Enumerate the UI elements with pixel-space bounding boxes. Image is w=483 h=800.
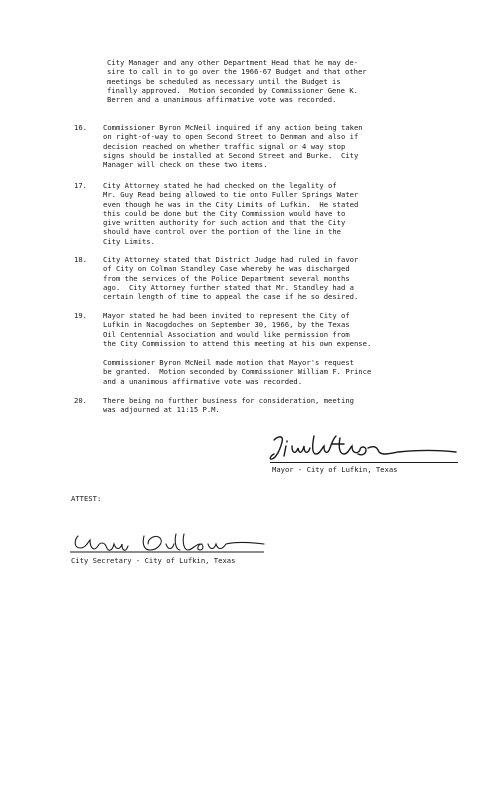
item-number: 17. [74,181,87,190]
paragraph-line: There being no further business for consideration, meeting [103,396,354,405]
paragraph-line: from the services of the Police Department several months [103,273,350,283]
city-secretary-caption: City Secretary - City of Lufkin, Texas [71,556,236,565]
paragraph-line: Commissioner Byron McNeil inquired if any action being taken [103,123,363,132]
paragraph-line: City Attorney stated he had checked on the legality of [103,181,337,190]
paragraph-line: this could be done but the City Commission would have to [103,208,346,218]
paragraph-line: Oil Centennial Association and would like permission from [103,329,350,339]
paragraph-line: Mr. Guy Read being allowed to tie onto Fuller Springs Water [103,190,359,200]
paragraph-line: City Attorney stated that District Judge had ruled in favor [103,255,359,264]
motion-paragraph [103,358,371,386]
paragraph-line: Manager will check on these two items. [103,160,268,170]
paragraph-line: ago. City Attorney further stated that Mr. Standley had a [103,282,354,292]
paragraph-line: should have control over the portion of the line in the [103,227,341,237]
paragraph-line: finally approved. Motion seconded by Commissioner Gene K. [107,85,358,95]
mayor-signature-line [270,462,458,463]
paragraph-line: be granted. Motion seconded by Commissioner William F. Prince [103,367,372,377]
paragraph-line: give written authority for such action and that the City [103,218,346,228]
item-16-text [103,123,363,169]
paragraph-line: City Limits. [103,236,155,246]
item-17-text [103,181,358,246]
attest-label: ATTEST: [71,494,102,503]
item-number: 16. [74,123,87,132]
mayor-caption: Mayor - City of Lufkin, Texas [272,465,398,474]
paragraph-line: Lufkin in Nacogdoches on September 30, 1966, by the Texas [103,320,350,330]
paragraph-line: decision reached on whether traffic signal or 4 way stop [103,141,346,151]
item-number: 18. [74,255,87,264]
item-20-text [103,396,354,415]
item-number: 19. [74,311,87,320]
paragraph-line: of City on Colman Standley Case whereby he was discharged [103,264,350,274]
paragraph-line: on right-of-way to open Second Street to Denman and also if [103,132,359,142]
paragraph-line: City Manager and any other Department Head that he may de- [107,58,358,67]
city-secretary-signature [68,530,268,558]
paragraph-line: sire to call in to go over the 1966-67 Budget and that other [107,67,367,77]
paragraph-line: even though he was in the City Limits of Lufkin. He stated [103,199,359,209]
paragraph-continuation [107,58,367,104]
paragraph-line: Berren and a unanimous affirmative vote was recorded. [107,95,337,105]
item-number: 20. [74,396,87,405]
item-19-text [103,311,371,348]
paragraph-line: Mayor stated he had been invited to represent the City of [103,311,350,320]
paragraph-line: signs should be installed at Second Street and Burke. City [103,150,359,160]
mayor-signature [268,432,458,464]
paragraph-line: meetings be scheduled as necessary until the Budget is [107,76,341,86]
paragraph-line: was adjourned at 11:15 P.M. [103,405,220,415]
paragraph-line: the City Commission to attend this meeting at his own expense. [103,338,372,348]
paragraph-line: certain length of time to appeal the case if he so desired. [103,292,359,302]
paragraph-line: and a unanimous affirmative vote was recorded. [103,376,303,386]
item-18-text [103,255,358,301]
paragraph-line: Commissioner Byron McNeil made motion that Mayor's request [103,358,354,367]
